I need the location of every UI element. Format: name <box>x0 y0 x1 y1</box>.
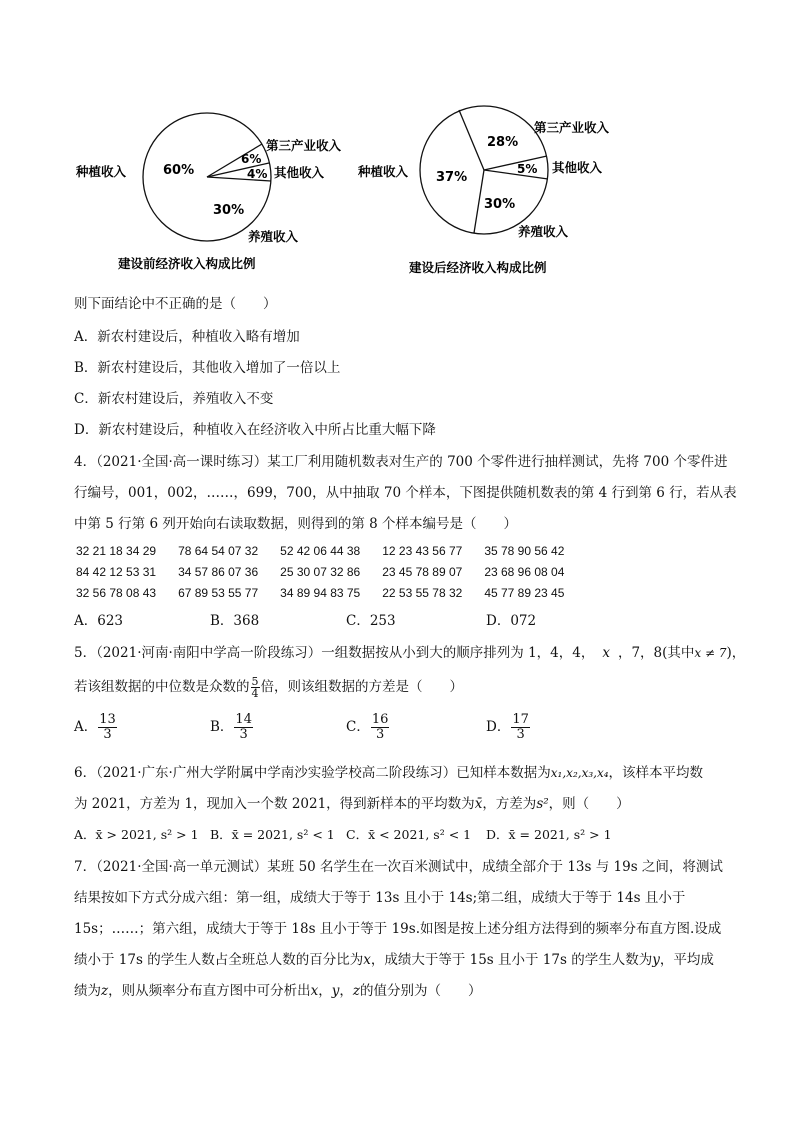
pie-after-pct-planting: 37% <box>436 170 468 185</box>
q6-s2: s² <box>536 796 549 812</box>
q7-line4 <box>74 950 714 970</box>
q5-option-a <box>74 713 118 742</box>
pie-after-label-planting: 种植收入 <box>358 164 409 179</box>
random-group: 35 78 90 56 42 <box>484 544 565 558</box>
random-group: 23 68 96 08 04 <box>484 565 565 579</box>
pie-after-divider-other-breeding <box>484 170 548 179</box>
q7-var-x: x <box>363 952 371 968</box>
q4-line2: 行编号，001，002，……，699，700，从中抽取 70 个样本，下图提供随机数表的第 4 行到第 6 行，若从表 <box>74 485 737 501</box>
q5-line2-text2: 倍，则该组数据的方差是（ ） <box>260 679 463 695</box>
q7-line4-text: 绩小于 17s 的学生人数占全班总人数的百分比为 <box>74 952 364 968</box>
pie-before-label-planting: 种植收入 <box>76 164 127 179</box>
random-table-row-6 <box>76 586 586 600</box>
pie-charts <box>0 100 794 290</box>
q3-option-c: C．新农村建设后，养殖收入不变 <box>74 391 274 407</box>
pie-before-caption: 建设前经济收入构成比例 <box>118 256 256 271</box>
q5-line1-text2: ，7，8(其中 <box>617 645 695 661</box>
random-group: 67 89 53 55 77 <box>178 586 259 600</box>
q7-var-z-2: z <box>352 983 361 999</box>
q7-var-z: z <box>101 983 109 999</box>
q5-option-label: C． <box>346 719 370 735</box>
fraction-denominator: 3 <box>375 727 385 742</box>
pie-before <box>75 113 342 271</box>
q5-option-fraction <box>371 713 390 742</box>
q7-line5-text2: ，则从频率分布直方图中可分析出 <box>108 983 311 999</box>
q5-option-fraction <box>98 713 117 742</box>
q6-line2-text: 为 2021，方差为 1，现加入一个数 2021，得到新样本的平均数为 <box>74 796 475 812</box>
pie-before-label-tertiary: 第三产业收入 <box>266 138 342 153</box>
q7-line4-text2: ，成绩大于等于 15s 且小于 17s 的学生人数为 <box>370 952 653 968</box>
q7-line2: 结果按如下方式分成六组：第一组，成绩大于等于 13s 且小于 14s;第二组，成绩大于等于 14s 且小于 <box>74 890 686 906</box>
pie-before-label-breeding: 养殖收入 <box>248 229 299 244</box>
pie-after-pct-breeding: 30% <box>484 197 516 212</box>
pie-before-pct-breeding: 30% <box>213 203 245 218</box>
pie-after-divider-planting-tertiary <box>459 110 484 170</box>
pie-after-divider-tertiary-other <box>484 156 547 170</box>
q6-xbar: x̄ <box>474 796 483 812</box>
q5-option-d <box>486 713 531 742</box>
q3-option-b: B．新农村建设后，其他收入增加了一倍以上 <box>74 360 341 376</box>
q5-line1-text3: )， <box>726 645 746 661</box>
random-table-row-5 <box>76 565 586 579</box>
q4-line1: 4．（2021·全国·高一课时练习）某工厂利用随机数表对生产的 700 个零件进行抽样测试，先将 700 个零件进 <box>74 454 728 470</box>
q7-var-y: y <box>652 952 660 968</box>
random-group: 12 23 43 56 77 <box>382 544 463 558</box>
q6-option-d: D．x̄ = 2021, s² > 1 <box>486 827 612 842</box>
q6-line2 <box>74 794 630 814</box>
fraction-denominator: 3 <box>516 727 525 742</box>
q5-var-x: x <box>602 645 610 661</box>
q5-option-label: B． <box>210 719 234 735</box>
q7-line4-text3: ，平均成 <box>659 952 714 968</box>
q6-samples: x₁,x₂,x₃,x₄ <box>550 766 609 780</box>
pie-after-divider-breeding-planting <box>474 170 484 233</box>
random-group: 45 77 89 23 45 <box>484 586 565 600</box>
random-group: 22 53 55 78 32 <box>382 586 463 600</box>
q7-var-y-2: y <box>331 983 340 999</box>
random-group: 32 56 78 08 43 <box>76 586 157 600</box>
random-group: 34 89 94 83 75 <box>280 586 361 600</box>
fraction-numerator: 17 <box>512 712 529 727</box>
q5-fraction <box>251 676 260 699</box>
pie-before-pct-planting: 60% <box>163 163 195 178</box>
pie-before-label-other: 其他收入 <box>274 165 325 180</box>
pie-after-pct-tertiary: 28% <box>487 135 519 150</box>
q5-option-c <box>346 713 390 742</box>
q5-option-fraction <box>511 713 530 742</box>
fraction-numerator: 14 <box>235 712 252 727</box>
random-group: 78 64 54 07 32 <box>178 544 259 558</box>
q4-option-d: D．072 <box>486 613 537 629</box>
q5-fraction-numerator: 5 <box>251 675 259 688</box>
pie-after <box>357 106 610 275</box>
q6-line2-text2: ，方差为 <box>482 796 537 812</box>
random-group: 34 57 86 07 36 <box>178 565 259 579</box>
q5-fraction-denominator: 4 <box>251 687 259 700</box>
q4-option-a: A．623 <box>74 613 124 629</box>
q5-line2 <box>74 676 463 699</box>
fraction-numerator: 16 <box>371 712 389 727</box>
q4-option-c: C．253 <box>346 613 396 629</box>
pie-before-pct-tertiary: 6% <box>241 152 262 166</box>
q5-line2-text: 若该组数据的中位数是众数的 <box>74 679 250 695</box>
q7-line5-text: 绩为 <box>74 983 101 999</box>
q6-line1-text2: ，该样本平均数 <box>608 765 704 781</box>
fraction-denominator: 3 <box>103 727 112 742</box>
q3-stem: 则下面结论中不正确的是（ ） <box>74 296 277 312</box>
random-group: 84 42 12 53 31 <box>76 565 157 579</box>
q7-line5 <box>74 981 482 1001</box>
q7-line3: 15s；……；第六组，成绩大于等于 18s 且小于等于 19s.如图是按上述分组方法得到的频率分布直方图.设成 <box>74 921 722 937</box>
q6-line1 <box>74 763 703 783</box>
pie-after-label-other: 其他收入 <box>552 160 603 175</box>
pie-before-pct-other: 4% <box>247 167 268 181</box>
q7-line5-text3: ， <box>318 983 332 999</box>
q3-option-d: D．新农村建设后，种植收入在经济收入中所占比重大幅下降 <box>74 422 436 438</box>
q7-line5-text4: ， <box>339 983 353 999</box>
q6-line2-text3: ，则（ ） <box>548 796 630 812</box>
q7-line1: 7．（2021·全国·高一单元测试）某班 50 名学生在一次百米测试中，成绩全部介于 13s 与 19s 之间，将测试 <box>74 859 723 875</box>
q3-option-a: A．新农村建设后，种植收入略有增加 <box>74 329 300 345</box>
pie-after-label-tertiary: 第三产业收入 <box>534 120 610 135</box>
pie-after-pct-other: 5% <box>517 162 538 176</box>
q5-option-b <box>210 713 254 742</box>
random-group: 23 45 78 89 07 <box>382 565 463 579</box>
q5-condition: x ≠ 7 <box>694 646 727 660</box>
q7-line5-text5: 的值分别为（ ） <box>360 983 482 999</box>
fraction-denominator: 3 <box>239 727 248 742</box>
q5-option-label: A． <box>74 719 98 735</box>
random-group: 25 30 07 32 86 <box>280 565 361 579</box>
q6-option-c: C．x̄ < 2021, s² < 1 <box>346 827 472 842</box>
q4-option-b: B．368 <box>210 613 260 629</box>
q5-line1-text: 5．（2021·河南·南阳中学高一阶段练习）一组数据按从小到大的顺序排列为 1，4，4， <box>74 645 595 661</box>
q6-line1-text: 6．（2021·广东·广州大学附属中学南沙实验学校高二阶段练习）已知样本数据为 <box>74 765 551 781</box>
random-group: 32 21 18 34 29 <box>76 544 157 558</box>
fraction-numerator: 13 <box>99 712 116 727</box>
q5-line1 <box>74 643 745 663</box>
q7-var-x-2: x <box>310 983 319 999</box>
random-group: 52 42 06 44 38 <box>280 544 361 558</box>
pie-after-caption: 建设后经济收入构成比例 <box>409 260 547 275</box>
q6-option-a: A．x̄ > 2021, s² > 1 <box>74 827 199 842</box>
pie-after-label-breeding: 养殖收入 <box>518 224 569 239</box>
q5-option-fraction <box>234 713 253 742</box>
q4-line3: 中第 5 行第 6 列开始向右读取数据，则得到的第 8 个样本编号是（ ） <box>74 516 518 532</box>
random-table-row-4 <box>76 544 586 558</box>
q5-option-label: D． <box>486 719 511 735</box>
q6-option-b: B．x̄ = 2021, s² < 1 <box>210 827 335 842</box>
